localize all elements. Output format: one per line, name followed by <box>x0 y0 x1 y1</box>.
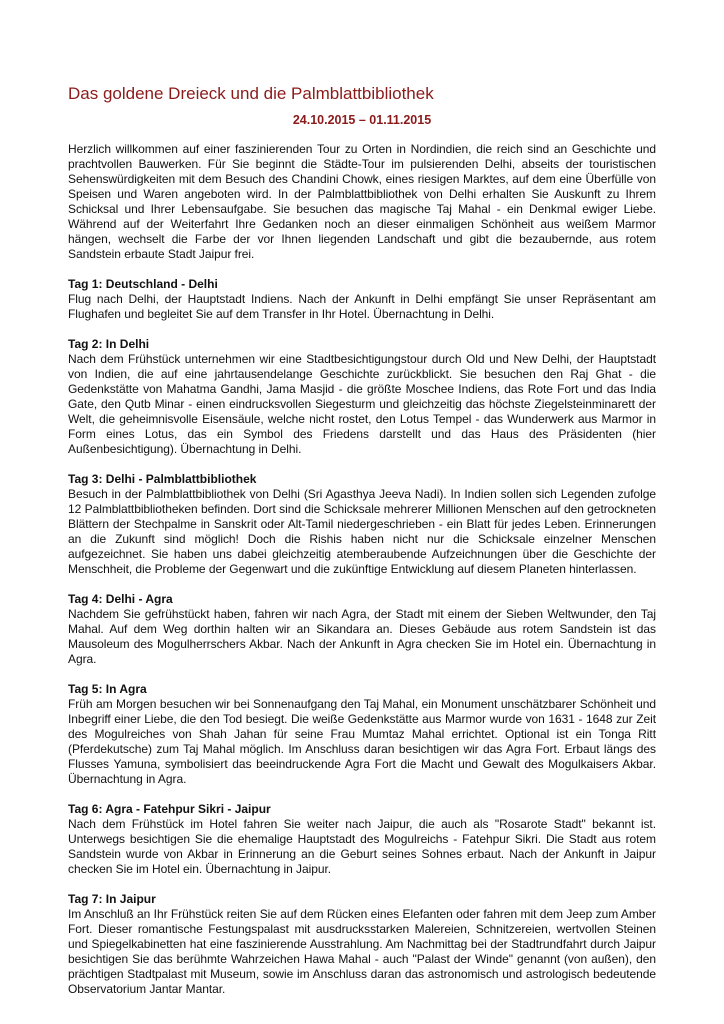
day-section-4 <box>68 592 656 667</box>
day-text: Nach dem Frühstück unternehmen wir eine Stadtbesichtigungstour durch Old und New Delhi, der Hauptstadt von Indien, die auf eine jahrtausendelange Geschichte zurückblickt. Sie besuchen den Raj Ghat - die Gedenkstätte von Mahatma Gandhi, Jama Masjid - die größte Moschee Indiens, das Rote Fort und das India Gate, den Qutb Minar - einen eindrucksvollen Siegesturm und gleichzeitig das höchste Ziegelsteinminarett der Welt, die geheimnisvolle Eisensäule, welche nicht rostet, den Lotus Tempel - das Wunderwerk aus Marmor in Form eines Lotus, das ein Symbol des Friedens darstellt und das Haus des Präsidenten (hier Außenbesichtigung). Übernachtung in Delhi. <box>68 352 656 456</box>
day-text: Im Anschluß an Ihr Frühstück reiten Sie auf dem Rücken eines Elefanten oder fahren mit dem Jeep zum Amber Fort. Dieser romantische Festungspalast mit ausdrucksstarken Malereien, Schnitzereien, wertvollen Steinen und Spiegelkabinetten hat eine faszinierende Ausstrahlung. Am Nachmittag bei der Stadtrundfahrt durch Jaipur besichtigen Sie das berühmte Wahrzeichen Hawa Mahal - auch "Palast der Winde" genannt (von außen), den prächtigen Stadtpalast mit Museum, sowie im Anschluss daran das astronomisch und astrologisch bedeutende Observatorium Jantar Mantar. <box>68 907 656 996</box>
day-section-3 <box>68 472 656 577</box>
day-section-1 <box>68 277 656 322</box>
travel-dates: 24.10.2015 – 01.11.2015 <box>292 113 432 127</box>
document-title: Das goldene Dreieck und die Palmblattbibliothek <box>68 84 434 103</box>
day-section-5 <box>68 682 656 787</box>
day-text: Flug nach Delhi, der Hauptstadt Indiens. Nach der Ankunft in Delhi empfängt Sie unser Repräsentant am Flughafen und begleitet Sie auf dem Transfer in Ihr Hotel. Übernachtung in Delhi. <box>68 292 656 321</box>
day-heading: Tag 1: Deutschland - Delhi <box>68 277 218 291</box>
day-heading: Tag 4: Delhi - Agra <box>68 592 173 606</box>
day-section-6 <box>68 802 656 877</box>
day-heading: Tag 2: In Delhi <box>68 337 150 351</box>
day-text: Nachdem Sie gefrühstückt haben, fahren wir nach Agra, der Stadt mit einem der Sieben Weltwunder, den Taj Mahal. Auf dem Weg dorthin halten wir an Sikandara an. Dieses Gebäude aus rotem Sandstein ist das Mausoleum des Mogulherrschers Akbar. Nach der Ankunft in Agra checken Sie im Hotel ein. Übernachtung in Agra. <box>68 607 656 666</box>
day-text: Nach dem Frühstück im Hotel fahren Sie weiter nach Jaipur, die auch als "Rosarote Stadt" bekannt ist. Unterwegs besichtigen Sie die ehemalige Hauptstadt des Mogulreichs - Fatehpur Sikri. Die Stadt aus rotem Sandstein wurde von Akbar in Erinnerung an die Geburt seines Sohnes erbaut. Nach der Ankunft in Jaipur checken Sie im Hotel ein. Übernachtung in Jaipur. <box>68 817 656 876</box>
day-heading: Tag 7: In Jaipur <box>68 892 156 906</box>
day-section-2 <box>68 337 656 457</box>
day-heading: Tag 6: Agra - Fatehpur Sikri - Jaipur <box>68 802 271 816</box>
document-page <box>68 84 656 1012</box>
day-text: Besuch in der Palmblattbibliothek von Delhi (Sri Agasthya Jeeva Nadi). In Indien sollen sich Legenden zufolge 12 Palmblattbibliotheken befinden. Dort sind die Schicksale mehrerer Millionen Menschen auf den getrockneten Blättern der Stechpalme in Sanskrit oder Alt-Tamil niedergeschrieben - ein Blatt für jedes Leben. Erinnerungen an die Zukunft sind möglich! Doch die Rishis haben nicht nur die Schicksale einzelner Menschen aufgezeichnet. Sie haben uns dabei gleichzeitig atemberaubende Aufzeichnungen über die Geschichte der Menschheit, die Probleme der Gegenwart und die zukünftige Entwicklung auf diesem Planeten hinterlassen. <box>68 487 656 576</box>
intro-paragraph: Herzlich willkommen auf einer faszinierenden Tour zu Orten in Nordindien, die reich sind an Geschichte und prachtvollen Bauwerken. Für Sie beginnt die Städte-Tour im pulsierenden Delhi, abseits der touristischen Sehenswürdigkeiten mit dem Besuch des Chandini Chowk, eines riesigen Marktes, auf dem eine Überfülle von Speisen und Waren angeboten wird. In der Palmblattbibliothek von Delhi erhalten Sie Auskunft zu Ihrem Schicksal und Ihrer Lebensaufgabe. Sie besuchen das magische Taj Mahal - ein Denkmal ewiger Liebe. Während auf der Weiterfahrt Ihre Gedanken noch an dieser einmaligen Schönheit aus weißem Marmor hängen, wechselt die Farbe der vor Ihnen liegenden Landschaft und gibt die bezaubernde, aus rotem Sandstein erbaute Stadt Jaipur frei. <box>68 142 656 261</box>
day-heading: Tag 5: In Agra <box>68 682 147 696</box>
day-heading: Tag 3: Delhi - Palmblattbibliothek <box>68 472 257 486</box>
day-text: Früh am Morgen besuchen wir bei Sonnenaufgang den Taj Mahal, ein Monument unschätzbarer Schönheit und Inbegriff einer Liebe, die den Tod besiegt. Die weiße Gedenkstätte aus Marmor wurde von 1631 - 1648 zur Zeit des Mogulreiches von Shah Jahan für seine Frau Mumtaz Mahal errichtet. Optional ist ein Tonga Ritt (Pferdekutsche) zum Taj Mahal möglich. Im Anschluss daran besichtigen wir das Agra Fort. Erbaut längs des Flusses Yamuna, symbolisiert das beeindruckende Agra Fort die Macht und Gewalt des Mogulkaisers Akbar. Übernachtung in Agra. <box>68 697 656 786</box>
day-section-7 <box>68 892 656 997</box>
